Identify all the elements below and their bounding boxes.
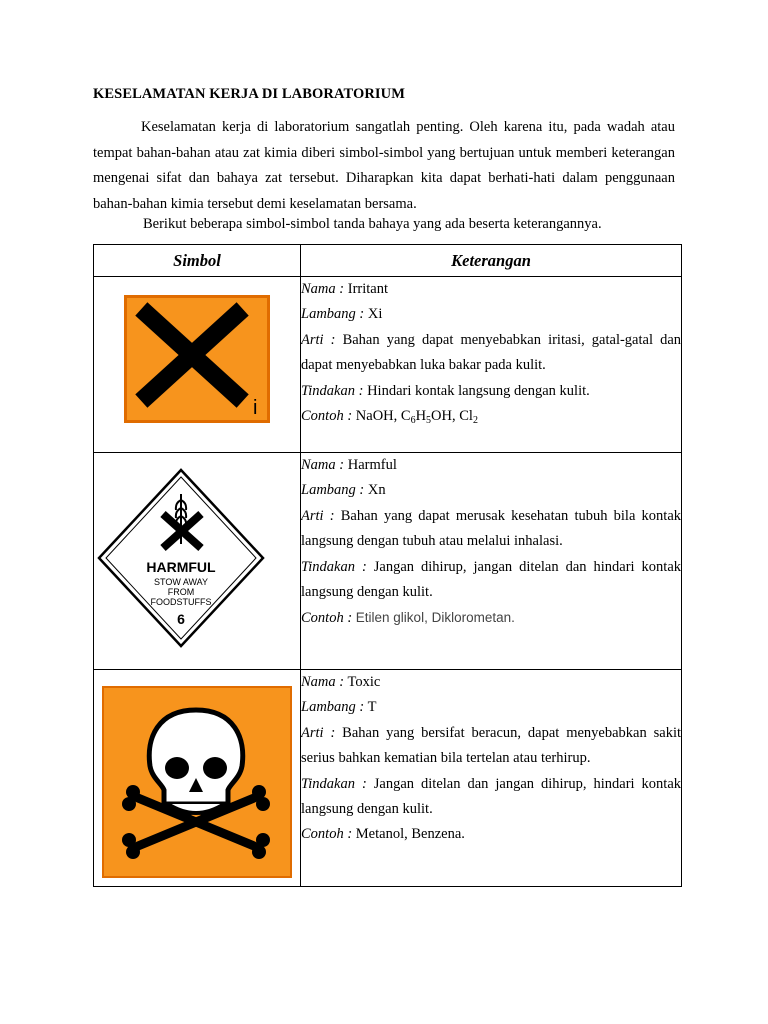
harmful-sign-title: HARMFUL: [146, 559, 216, 575]
table-row: [94, 277, 682, 453]
label-code: Lambang :: [301, 699, 365, 716]
hazard-action: Jangan ditelan dan jangan dihirup, hindari kontak langsung dengan kulit.: [301, 775, 682, 818]
description-cell: [301, 277, 682, 453]
table-row: [94, 453, 682, 670]
hazard-code: Xi: [367, 306, 383, 323]
hazard-meaning: Bahan yang dapat menyebabkan iritasi, gatal-gatal dan dapat menyebabkan luka bakar pada kulit.: [301, 331, 682, 374]
symbol-cell: [94, 670, 301, 887]
table-intro-text: Berikut beberapa simbol-simbol tanda bahaya yang ada beserta keterangannya.: [143, 216, 602, 232]
label-example: Contoh :: [301, 610, 353, 627]
hazard-example: Etilen glikol, Diklorometan.: [355, 610, 515, 626]
harmful-sign-line: FROM: [167, 587, 195, 597]
hazard-example: Contoh : NaOH, $C_6H_5OH$, $Cl_2$: [301, 408, 478, 427]
intro-paragraph: Keselamatan kerja di laboratorium sangatlah penting. Oleh karena itu, pada wadah atau tempat bahan-bahan atau zat kimia diberi simbol-simbol yang bertujuan untuk memberi keterangan mengenai sifat dan bahaya zat tersebut. Diharapkan kita dapat berhati-hati dalam penggunaan bahan-bahan kimia tersebut demi keselamatan bersama.: [93, 119, 675, 212]
hazard-action: Hindari kontak langsung dengan kulit.: [367, 382, 590, 399]
label-action: Tindakan :: [301, 775, 367, 792]
label-example: Contoh :: [301, 826, 353, 843]
hazard-symbol-table: [93, 244, 682, 887]
description-cell: [301, 453, 682, 670]
table-row: [94, 670, 682, 887]
symbol-cell: [94, 453, 301, 670]
harmful-symbol-icon: [97, 468, 265, 648]
label-name: Nama :: [301, 674, 345, 690]
harmful-sign-line: FOODSTUFFS: [150, 597, 212, 607]
hazard-name: Toxic: [347, 674, 381, 690]
harmful-sign-line: STOW AWAY: [153, 577, 209, 587]
harmful-sign-class: 6: [177, 611, 185, 627]
label-code: Lambang :: [301, 482, 365, 499]
hazard-action: Jangan dihirup, jangan ditelan dan hindari kontak langsung dengan kulit.: [301, 558, 682, 601]
label-meaning: Arti :: [301, 724, 336, 741]
label-action: Tindakan :: [301, 382, 364, 399]
hazard-code: T: [367, 699, 377, 716]
hazard-example: Metanol, Benzena.: [355, 826, 465, 843]
hazard-meaning: Bahan yang bersifat beracun, dapat menyebabkan sakit serius bahkan kematian bila tertelan atau terhirup.: [301, 724, 682, 767]
page-title: KESELAMATAN KERJA DI LABORATORIUM: [93, 86, 405, 102]
header-symbol: Simbol: [94, 245, 301, 277]
hazard-code: Xn: [367, 482, 386, 499]
label-code: Lambang :: [301, 306, 365, 323]
label-meaning: Arti :: [301, 507, 335, 524]
hazard-name: Harmful: [347, 457, 397, 473]
toxic-skull-icon: [102, 686, 292, 878]
hazard-name: Irritant: [347, 281, 388, 297]
label-example: Contoh :: [301, 408, 353, 425]
label-name: Nama :: [301, 281, 345, 297]
table-header-row: [94, 245, 682, 277]
hazard-meaning: Bahan yang dapat merusak kesehatan tubuh bila kontak langsung dengan tubuh atau melalui inhalasi.: [301, 507, 682, 550]
symbol-cell: [94, 277, 301, 453]
irritant-corner-letter: i: [253, 397, 258, 419]
header-description: Keterangan: [301, 245, 682, 277]
description-cell: [301, 670, 682, 887]
label-name: Nama :: [301, 457, 345, 473]
label-action: Tindakan :: [301, 558, 367, 575]
label-meaning: Arti :: [301, 331, 336, 348]
irritant-symbol-icon: [124, 295, 270, 423]
